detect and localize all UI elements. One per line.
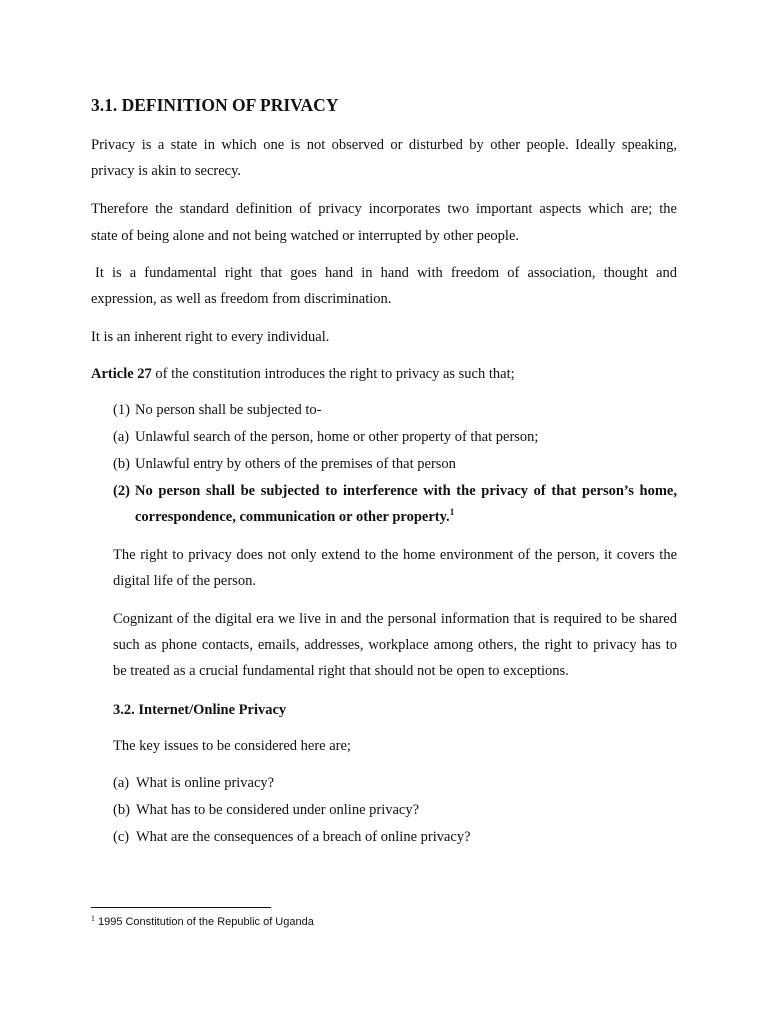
section-heading-3-1: 3.1. DEFINITION OF PRIVACY bbox=[91, 95, 339, 115]
section-heading-3-2: 3.2. Internet/Online Privacy bbox=[113, 702, 287, 718]
list-item-2-line-2-text: correspondence, communication or other property. bbox=[135, 509, 450, 525]
question-b: What has to be considered under online privacy? bbox=[136, 802, 420, 818]
list-marker-a: (a) bbox=[113, 429, 130, 445]
paragraph-5-line-2: digital life of the person. bbox=[113, 573, 256, 589]
footnote bbox=[91, 916, 314, 928]
paragraph-3-line-2: expression, as well as freedom from discrimination. bbox=[91, 291, 392, 307]
list-marker-1: (1) bbox=[113, 402, 130, 418]
paragraph-1-line-1: Privacy is a state in which one is not observed or disturbed by other people. Ideally speaking, bbox=[91, 137, 677, 153]
question-marker-b: (b) bbox=[113, 802, 130, 818]
question-marker-c: (c) bbox=[113, 829, 130, 845]
footnote-separator bbox=[91, 907, 271, 908]
list-item-a: Unlawful search of the person, home or other property of that person; bbox=[135, 429, 539, 445]
paragraph-5-line-1: The right to privacy does not only extend to the home environment of the person, it covers the bbox=[113, 547, 677, 563]
footnote-number: 1 bbox=[91, 915, 95, 923]
article-27-label: Article 27 bbox=[91, 366, 152, 382]
article-27-line bbox=[91, 366, 515, 383]
article-27-text: of the constitution introduces the right to privacy as such that; bbox=[151, 366, 515, 382]
paragraph-2-line-2: state of being alone and not being watched or interrupted by other people. bbox=[91, 228, 520, 244]
paragraph-3-line-1: It is a fundamental right that goes hand in hand with freedom of association, thought and bbox=[95, 265, 677, 281]
question-c: What are the consequences of a breach of online privacy? bbox=[136, 829, 471, 845]
footnote-reference[interactable]: 1 bbox=[449, 507, 455, 518]
paragraph-1-line-2: privacy is akin to secrecy. bbox=[91, 163, 242, 179]
paragraph-4: It is an inherent right to every individual. bbox=[91, 329, 330, 345]
list-item-1: No person shall be subjected to- bbox=[135, 402, 322, 418]
list-marker-b: (b) bbox=[113, 456, 130, 472]
paragraph-6-line-3: be treated as a crucial fundamental right that should not be open to exceptions. bbox=[113, 663, 569, 679]
question-a: What is online privacy? bbox=[136, 775, 275, 791]
paragraph-6-line-1: Cognizant of the digital era we live in and the personal information that is required to be shared bbox=[113, 611, 677, 627]
list-marker-2: (2) bbox=[113, 483, 130, 499]
paragraph-6-line-2: such as phone contacts, emails, addresses, workplace among others, the right to privacy has to bbox=[113, 637, 677, 653]
list-item-2-line-1: No person shall be subjected to interference with the privacy of that person’s home, bbox=[135, 483, 677, 499]
list-item-2-line-2 bbox=[135, 509, 454, 526]
question-marker-a: (a) bbox=[113, 775, 130, 791]
list-item-b: Unlawful entry by others of the premises of that person bbox=[135, 456, 456, 472]
footnote-text: 1995 Constitution of the Republic of Uganda bbox=[94, 916, 314, 928]
paragraph-2-line-1: Therefore the standard definition of privacy incorporates two important aspects which are; the bbox=[91, 201, 677, 217]
section-2-intro: The key issues to be considered here are; bbox=[113, 738, 351, 754]
